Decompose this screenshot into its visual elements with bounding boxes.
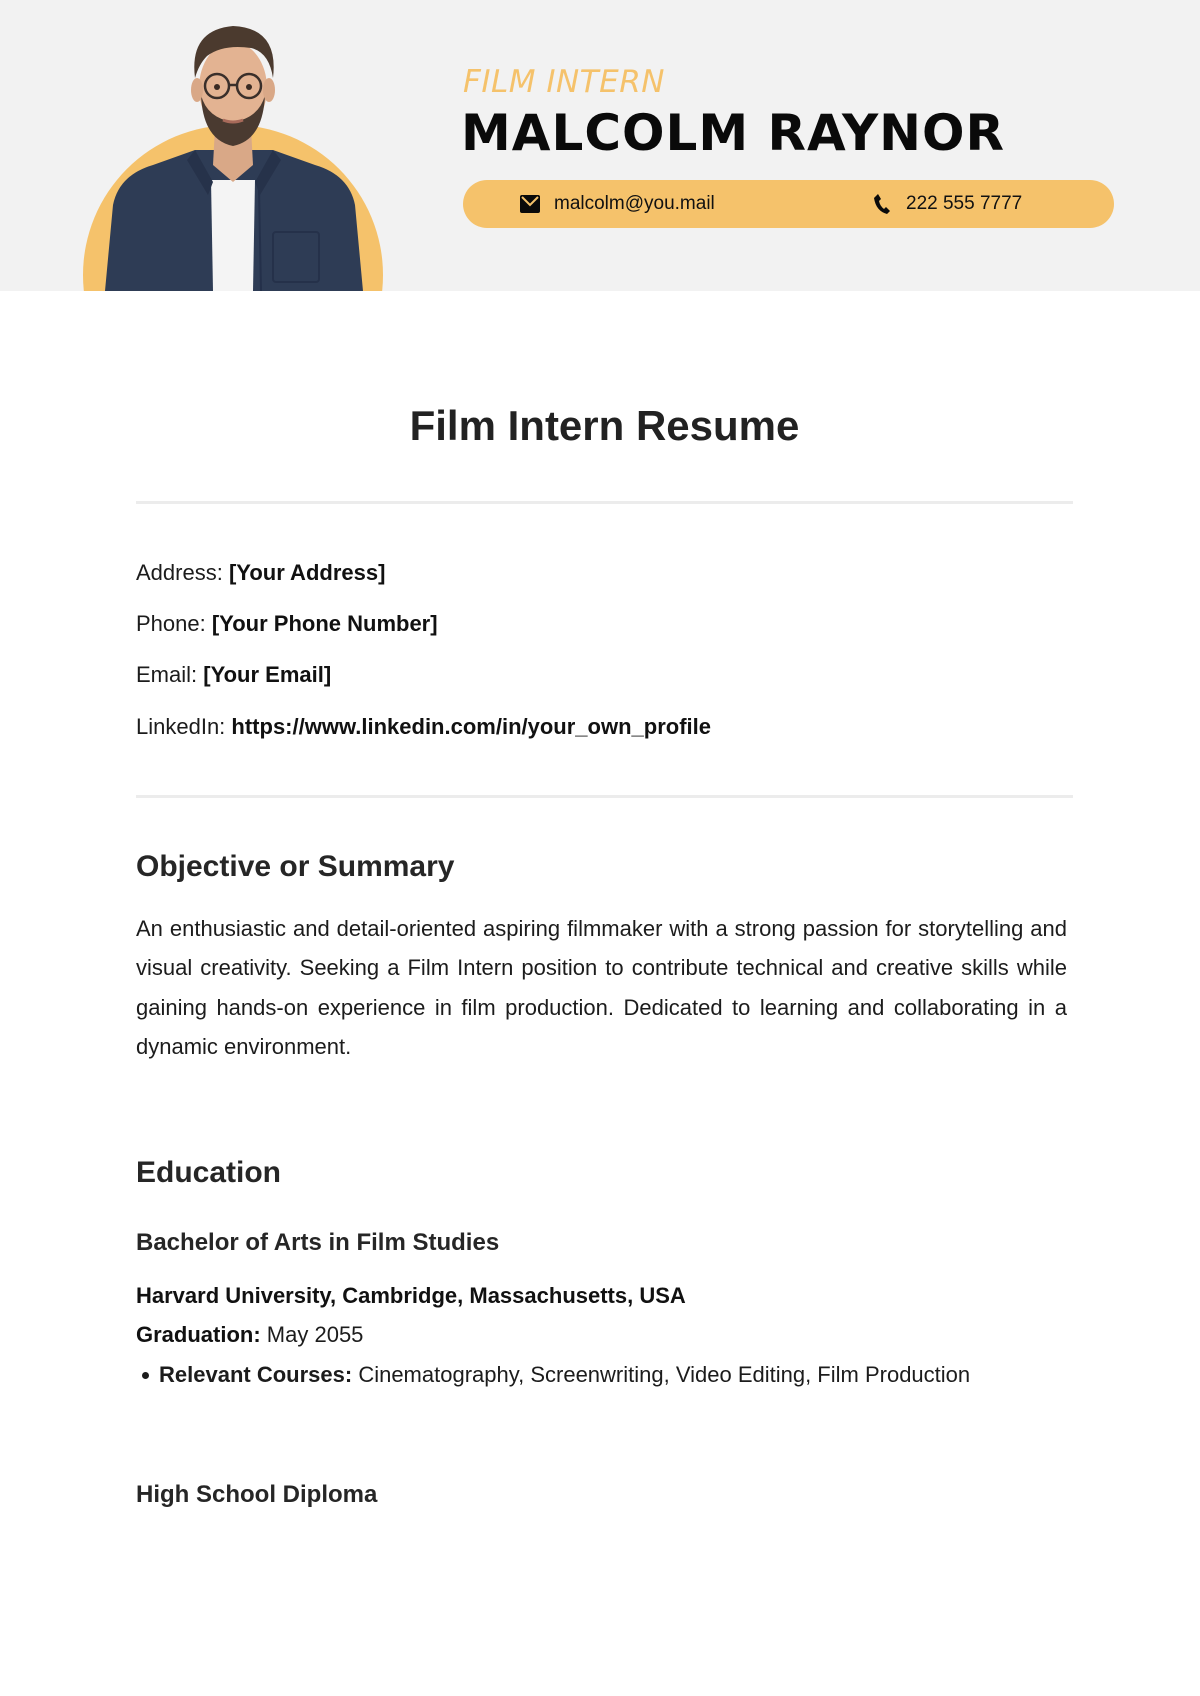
graduation-line [136,1322,363,1348]
education-heading: Education [136,1156,282,1189]
profile-photo [83,0,383,291]
linkedin-line [136,714,711,740]
degree-title: High School Diploma [136,1481,378,1508]
divider [136,795,1073,798]
contact-pill [463,180,1114,228]
graduation-value: May 2055 [266,1322,364,1347]
degree-title: Bachelor of Arts in Film Studies [136,1229,500,1256]
phone-label: Phone: [136,611,206,636]
summary-text: An enthusiastic and detail-oriented aspiring filmmaker with a strong passion for storytelling and visual creativity. Seeking a Film Intern position to contribute technical and creative skills while gaining hands-on experience in film production. Dedicated to learning and collaborating in a dynamic environment. [136,916,1067,1059]
bullet-icon [142,1372,149,1379]
contact-phone[interactable] [872,180,1022,228]
candidate-name: MALCOLM RAYNOR [461,104,1006,162]
courses-value: Cinematography, Screenwriting, Video Editing, Film Production [358,1362,971,1387]
institution-name: Harvard University, Cambridge, Massachusetts, USA [136,1283,686,1308]
document-title: Film Intern Resume [409,402,800,449]
summary-heading: Objective or Summary [136,850,455,883]
phone-value: [Your Phone Number] [211,611,438,636]
institution [136,1283,686,1309]
email-label: Email: [136,662,198,687]
job-role: FILM INTERN [463,64,665,100]
contact-email[interactable] [520,180,715,228]
courses-bullet [142,1362,970,1388]
email-line [136,662,331,688]
address-label: Address: [136,560,223,585]
phone-text: 222 555 7777 [906,193,1023,214]
phone-icon [872,194,892,214]
divider [136,501,1073,504]
address-line [136,560,385,586]
email-text: malcolm@you.mail [554,193,715,214]
linkedin-link[interactable]: https://www.linkedin.com/in/your_own_profile [231,714,711,739]
resume-header [0,0,1200,291]
envelope-icon [520,194,540,214]
linkedin-label: LinkedIn: [136,714,226,739]
courses-label: Relevant Courses: [159,1362,353,1387]
phone-line [136,611,438,637]
graduation-label: Graduation: [136,1322,261,1347]
email-value: [Your Email] [203,662,332,687]
address-value: [Your Address] [228,560,386,585]
